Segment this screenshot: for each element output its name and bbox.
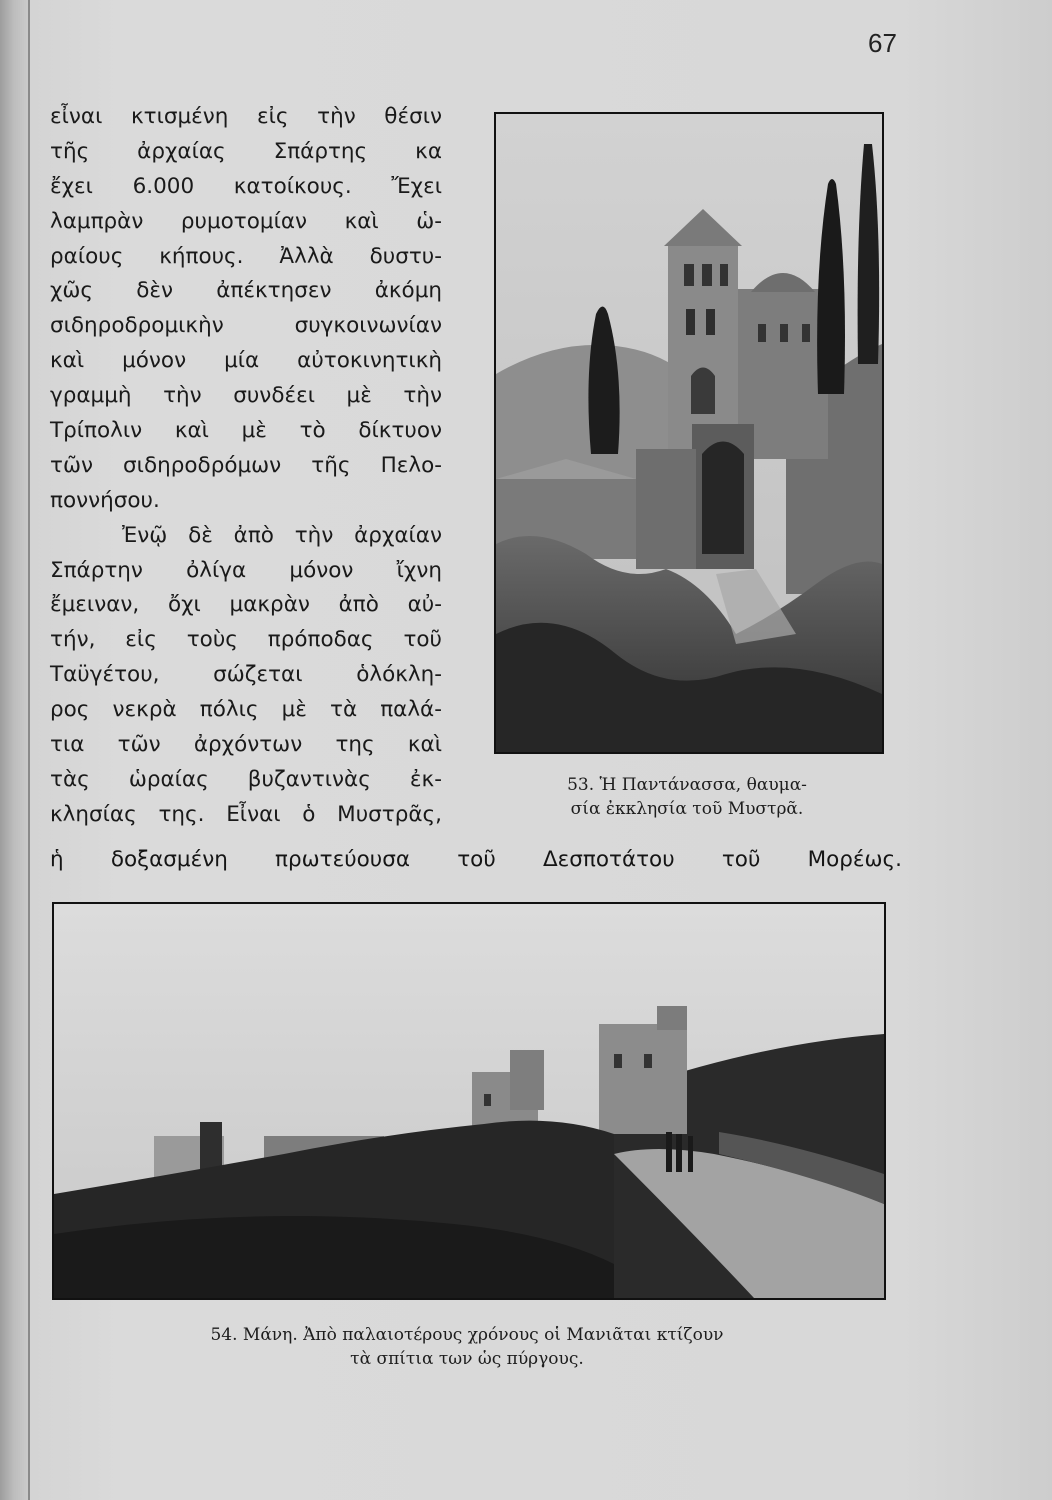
page-binding-edge <box>0 0 30 1500</box>
text-line: ρος νεκρὰ πόλις μὲ τὰ παλά- <box>50 697 442 723</box>
text-line: χῶς δὲν ἀπέκτησεν ἀκόμη <box>50 278 442 304</box>
text-line: τια τῶν ἀρχόντων της καὶ <box>50 732 442 758</box>
text-line: εἶναι κτισμένη εἰς τὴν θέσιν <box>50 104 442 129</box>
text-line: ἔμειναν, ὄχι μακρὰν ἀπὸ αὐ- <box>50 592 442 618</box>
photo-pantanassa-church <box>494 112 884 754</box>
body-text-column <box>50 100 442 833</box>
text-line: τήν, εἰς τοὺς πρόποδας τοῦ <box>50 627 442 653</box>
text-line: τῶν σιδηροδρόμων τῆς Πελο- <box>50 452 442 478</box>
page-number: 67 <box>868 28 897 58</box>
text-line: Τρίπολιν καὶ μὲ τὸ δίκτυον <box>50 418 442 444</box>
text-line: Σπάρτην ὀλίγα μόνον ἴχνη <box>50 557 442 583</box>
text-line: τῆς ἀρχαίας Σπάρτης κα <box>50 138 442 164</box>
text-line: σιδηροδρομικὴν συγκοινωνίαν <box>50 313 442 339</box>
caption-line: 54. Μάνη. Ἀπὸ παλαιοτέρους χρόνους οἱ Μανιᾶται κτίζουν <box>210 1325 724 1345</box>
text-line: λαμπρὰν ρυμοτομίαν καὶ ὡ- <box>50 208 442 234</box>
caption-line: σία ἐκκλησία τοῦ Μυστρᾶ. <box>570 799 804 819</box>
text-line: ἔχει 6.000 κατοίκους. Ἔχει <box>50 173 442 199</box>
text-line: ποννήσου. <box>50 487 160 513</box>
text-line: Ταϋγέτου, σώζεται ὁλόκλη- <box>50 662 442 688</box>
figure-53-caption <box>494 773 880 821</box>
church-photo-illustration <box>496 114 882 752</box>
photo-mani-towers <box>52 902 886 1300</box>
text-line: γραμμὴ τὴν συνδέει μὲ τὴν <box>50 383 442 409</box>
text-line: ραίους κήπους. Ἀλλὰ δυστυ- <box>50 243 442 269</box>
text-line-paragraph-start: Ἐνῷ δὲ ἀπὸ τὴν ἀρχαίαν <box>122 522 442 548</box>
figure-54-caption <box>52 1323 882 1371</box>
text-line: τὰς ὡραίας βυζαντινὰς ἐκ- <box>50 766 442 792</box>
caption-line: 53. Ἡ Παντάνασσα, θαυμα- <box>567 775 807 795</box>
caption-line: τὰ σπίτια των ὡς πύργους. <box>350 1349 584 1369</box>
text-line-full-width: ἡ δοξασμένη πρωτεύουσα τοῦ Δεσποτάτου τοῦ Μορέως. <box>50 847 902 872</box>
towers-photo-illustration <box>54 904 884 1298</box>
text-line: κλησίας της. Εἶναι ὁ Μυστρᾶς, <box>50 801 442 827</box>
text-line: καὶ μόνον μία αὐτοκινητικὴ <box>50 348 442 374</box>
